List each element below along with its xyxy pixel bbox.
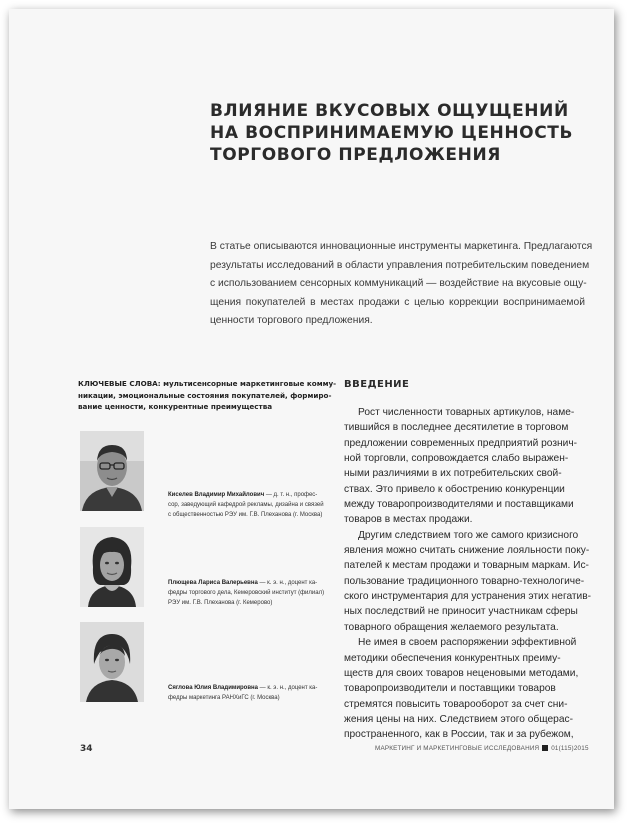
author-portrait-graphic bbox=[80, 431, 144, 511]
keywords-line: никации, эмоциональные состояния покупателей, формиро- bbox=[78, 390, 332, 400]
author-position: сор, заведующий кафедрой рекламы, дизайна и связей bbox=[168, 502, 324, 508]
abstract-line: с использованием сенсорных коммуникаций — воздействие на вкусовые ощу- bbox=[210, 278, 587, 290]
article-title bbox=[210, 100, 574, 166]
body-line: Другим следствием того же самого кризисного bbox=[358, 529, 579, 541]
author-info-syaglova bbox=[168, 683, 353, 703]
author-degree: — к. э. н., доцент ка- bbox=[257, 580, 318, 586]
body-line: ствах. Это привело к обострению конкуренции bbox=[344, 483, 565, 495]
body-line: ществ для своих товаров неценовыми методами, bbox=[344, 667, 579, 679]
author-name: Киселев Владимир Михайлович bbox=[168, 492, 265, 498]
title-line: ВЛИЯНИЕ ВКУСОВЫХ ОЩУЩЕНИЙ bbox=[210, 101, 569, 121]
keywords-line: вание ценности, конкурентные преимущества bbox=[78, 402, 273, 411]
body-line: ных последствий не приносит участникам сферы bbox=[344, 606, 578, 618]
title-line: ТОРГОВОГО ПРЕДЛОЖЕНИЯ bbox=[210, 145, 501, 165]
page-number: 34 bbox=[80, 744, 93, 754]
title-line: НА ВОСПРИНИМАЕМУЮ ЦЕННОСТЬ bbox=[210, 123, 574, 143]
body-line: ского инструментария для устранения этих негатив- bbox=[344, 591, 592, 603]
body-line: ными различиями в их потребительских свой- bbox=[344, 468, 562, 480]
intro-body bbox=[344, 405, 592, 743]
body-line: товаров в местах продажи. bbox=[344, 514, 473, 526]
author-name: Плющева Лариса Валерьевна bbox=[168, 580, 258, 586]
keywords-line: КЛЮЧЕВЫЕ СЛОВА: мультисенсорные маркетинговые комму- bbox=[78, 379, 337, 388]
author-info-kiselev bbox=[168, 490, 353, 520]
body-line: пользование традиционного товарно-технологиче- bbox=[344, 575, 585, 587]
body-line: пателей к местам продажи и товарным маркам. Ис- bbox=[344, 560, 589, 572]
author-photo-kiselev bbox=[80, 431, 144, 511]
body-line: товаропроизводители и поставщики товаров bbox=[344, 683, 556, 695]
body-line: предложении современных предприятий рознич- bbox=[344, 437, 578, 449]
body-line: явления можно считать снижение лояльности поку- bbox=[344, 545, 590, 557]
author-photo-plyushcheva bbox=[80, 527, 144, 607]
author-affiliation: с общественностью РЭУ им. Г.В. Плеханова (г. Москва) bbox=[168, 512, 323, 518]
keywords-block bbox=[78, 378, 337, 413]
body-line: Рост численности товарных артикулов, наме- bbox=[358, 407, 575, 418]
abstract-line: результаты исследований в области управления потребительским поведением bbox=[210, 259, 590, 271]
section-heading: ВВЕДЕНИЕ bbox=[344, 379, 410, 390]
journal-issue: 01(115)2015 bbox=[551, 745, 589, 752]
author-portrait-graphic bbox=[80, 622, 144, 702]
journal-footer bbox=[375, 745, 589, 752]
author-photo-syaglova bbox=[80, 622, 144, 702]
body-line: между товаропроизводителями и поставщиками bbox=[344, 499, 574, 511]
journal-name: МАРКЕТИНГ И МАРКЕТИНГОВЫЕ ИССЛЕДОВАНИЯ bbox=[375, 745, 540, 752]
body-line: пространенного, как в России, так и за рубежом, bbox=[344, 729, 574, 741]
author-position: федры маркетинга РАНХиГС (г. Москва) bbox=[168, 695, 280, 701]
body-line: стремятся повысить товарооборот за счет сни- bbox=[344, 698, 568, 710]
author-degree: — к. э. н., доцент ка- bbox=[258, 685, 318, 691]
body-line: жения цены на них. Следствием этого общерас- bbox=[344, 713, 573, 725]
author-degree: — д. т. н., профес- bbox=[264, 492, 318, 498]
author-affiliation: РЭУ им. Г.В. Плеханова (г. Кемерово) bbox=[168, 600, 273, 606]
square-bullet-icon bbox=[542, 745, 548, 751]
abstract-line: ценности торгового предложения. bbox=[210, 315, 373, 327]
abstract-line: В статье описываются инновационные инструменты маркетинга. Предлагаются bbox=[210, 241, 593, 252]
abstract-line: щения покупателей в местах продажи с целью коррекции воспринимаемой bbox=[210, 296, 585, 308]
body-line: тившийся в последнее десятилетие в торговом bbox=[344, 422, 569, 434]
body-line: Не имея в своем распоряжении эффективной bbox=[358, 637, 577, 649]
body-line: ной торговли, сопровождается слабо выражен- bbox=[344, 453, 569, 465]
body-line: товарного обращения желаемого результата. bbox=[344, 621, 559, 633]
body-line: методики обеспечения конкурентных преиму- bbox=[344, 652, 561, 664]
author-name: Сяглова Юлия Владимировна bbox=[168, 685, 258, 691]
article-abstract bbox=[210, 238, 593, 331]
author-position: федры торгового дела, Кемеровский институт (филиал) bbox=[168, 590, 325, 596]
author-info-plyushcheva bbox=[168, 578, 353, 608]
author-portrait-graphic bbox=[80, 527, 144, 607]
